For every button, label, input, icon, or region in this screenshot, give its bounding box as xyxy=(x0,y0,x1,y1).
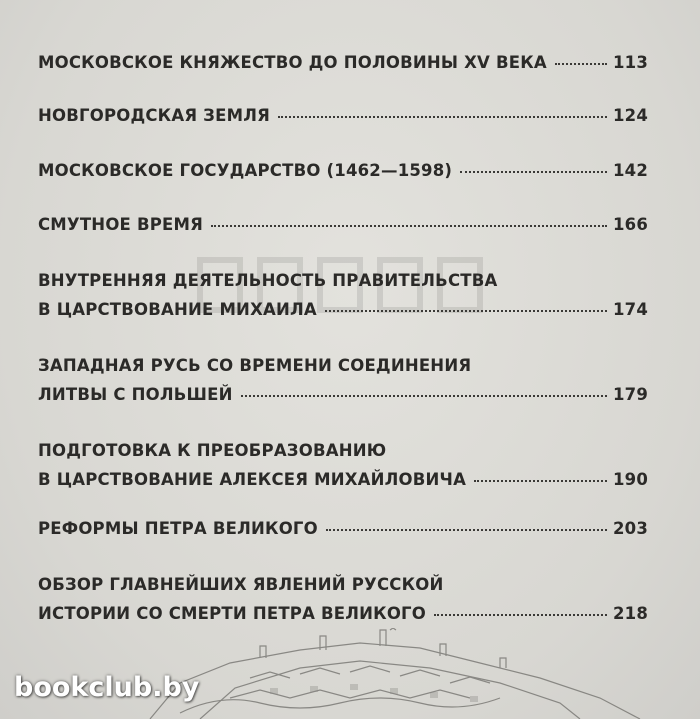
toc-page-number: 142 xyxy=(612,161,648,180)
toc-page-number: 113 xyxy=(612,53,648,72)
toc-entry-title: МОСКОВСКОЕ КНЯЖЕСТВО ДО ПОЛОВИНЫ XV ВЕКА xyxy=(38,53,547,72)
toc-entry xyxy=(38,101,648,130)
toc-leader-dots xyxy=(460,171,607,173)
toc-leader-dots xyxy=(474,480,607,482)
toc-leader-dots xyxy=(278,116,607,118)
toc-entry xyxy=(38,570,648,628)
toc-entry-title: СМУТНОЕ ВРЕМЯ xyxy=(38,215,204,234)
toc-leader-dots xyxy=(241,395,607,397)
toc-page-number: 179 xyxy=(612,385,648,404)
toc-leader-dots xyxy=(211,225,607,227)
toc-entry xyxy=(38,48,648,77)
site-watermark: bookclub.by xyxy=(14,672,200,703)
toc-entry-title: МОСКОВСКОЕ ГОСУДАРСТВО (1462—1598) xyxy=(38,161,453,180)
toc-entry-title: ОБЗОР ГЛАВНЕЙШИХ ЯВЛЕНИЙ РУССКОЙ xyxy=(38,575,444,594)
toc-entry xyxy=(38,156,648,185)
toc-page-number: 166 xyxy=(612,215,648,234)
toc-page-number: 124 xyxy=(612,106,648,125)
toc-page-number: 203 xyxy=(612,519,648,538)
toc-page-number: 218 xyxy=(612,604,648,623)
toc-entry xyxy=(38,436,648,494)
toc-entry-title: ЗАПАДНАЯ РУСЬ СО ВРЕМЕНИ СОЕДИНЕНИЯ xyxy=(38,356,472,375)
toc-page-number: 190 xyxy=(612,470,648,489)
toc-entry xyxy=(38,351,648,409)
toc-leader-dots xyxy=(555,63,607,65)
toc-entry-title: ПОДГОТОВКА К ПРЕОБРАЗОВАНИЮ xyxy=(38,441,387,460)
toc-entry-title: ИСТОРИИ СО СМЕРТИ ПЕТРА ВЕЛИКОГО xyxy=(38,604,426,623)
toc-page-number: 174 xyxy=(612,300,648,319)
toc-entry-title: ВНУТРЕННЯЯ ДЕЯТЕЛЬНОСТЬ ПРАВИТЕЛЬСТВА xyxy=(38,271,498,290)
toc-leader-dots xyxy=(434,614,607,616)
toc-entry-title: НОВГОРОДСКАЯ ЗЕМЛЯ xyxy=(38,106,271,125)
toc-entry xyxy=(38,266,648,324)
toc-entry xyxy=(38,210,648,239)
toc-entry xyxy=(38,514,648,543)
toc-entry-title: ЛИТВЫ С ПОЛЬШЕЙ xyxy=(38,385,233,404)
toc-leader-dots xyxy=(326,529,607,531)
toc-entry-title: В ЦАРСТВОВАНИЕ АЛЕКСЕЯ МИХАЙЛОВИЧА xyxy=(38,470,467,489)
toc-leader-dots xyxy=(325,310,607,312)
toc-entry-title: В ЦАРСТВОВАНИЕ МИХАИЛА xyxy=(38,300,317,319)
toc-entry-title: РЕФОРМЫ ПЕТРА ВЕЛИКОГО xyxy=(38,519,318,538)
